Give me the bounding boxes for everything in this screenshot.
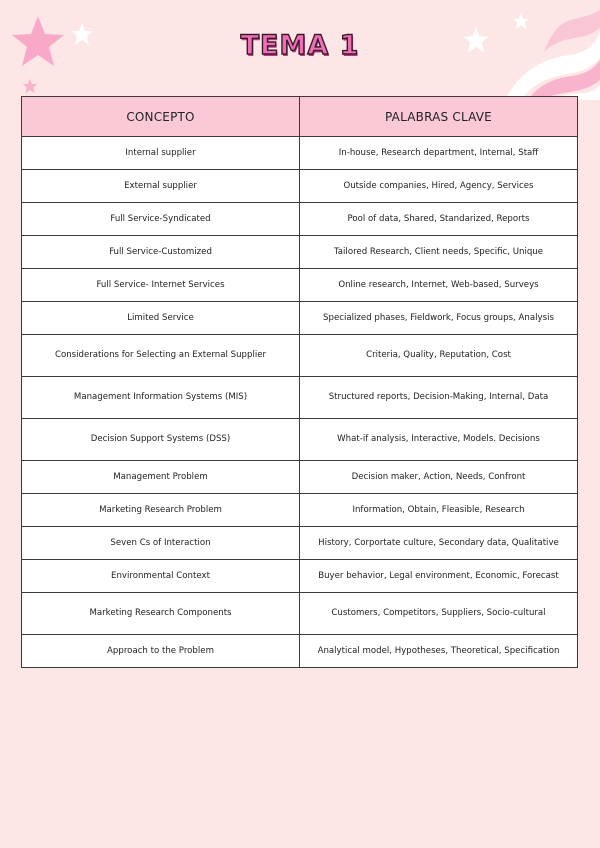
- header-concept: CONCEPTO: [22, 97, 300, 137]
- keywords-cell: Pool of data, Shared, Standarized, Reports: [300, 203, 578, 236]
- concept-cell: Full Service- Internet Services: [22, 269, 300, 302]
- concept-cell: Approach to the Problem: [22, 635, 300, 668]
- keywords-cell: What-if analysis, Interactive, Models. Decisions: [300, 419, 578, 461]
- table-row: [22, 461, 578, 494]
- table-row: [22, 635, 578, 668]
- table-row: [22, 527, 578, 560]
- keywords-cell: Online research, Internet, Web-based, Surveys: [300, 269, 578, 302]
- keywords-cell: In-house, Research department, Internal, Staff: [300, 137, 578, 170]
- concept-cell: Internal supplier: [22, 137, 300, 170]
- keywords-cell: Specialized phases, Fieldwork, Focus groups, Analysis: [300, 302, 578, 335]
- table-row: [22, 494, 578, 527]
- table-row: [22, 335, 578, 377]
- keywords-cell: Analytical model, Hypotheses, Theoretical, Specification: [300, 635, 578, 668]
- table-row: [22, 170, 578, 203]
- keywords-cell: Outside companies, Hired, Agency, Services: [300, 170, 578, 203]
- concept-cell: Full Service-Customized: [22, 236, 300, 269]
- keywords-cell: Customers, Competitors, Suppliers, Socio-cultural: [300, 593, 578, 635]
- table-row: [22, 137, 578, 170]
- concept-cell: Seven Cs of Interaction: [22, 527, 300, 560]
- keywords-cell: Decision maker, Action, Needs, Confront: [300, 461, 578, 494]
- concept-cell: Environmental Context: [22, 560, 300, 593]
- table-row: [22, 269, 578, 302]
- concept-cell: External supplier: [22, 170, 300, 203]
- concept-cell: Decision Support Systems (DSS): [22, 419, 300, 461]
- table-row: [22, 560, 578, 593]
- concept-cell: Full Service-Syndicated: [22, 203, 300, 236]
- table-row: [22, 419, 578, 461]
- keywords-cell: Tailored Research, Client needs, Specific, Unique: [300, 236, 578, 269]
- table-row: [22, 302, 578, 335]
- keywords-cell: Information, Obtain, Fleasible, Research: [300, 494, 578, 527]
- table-row: [22, 203, 578, 236]
- concept-cell: Limited Service: [22, 302, 300, 335]
- keywords-table: [21, 96, 578, 668]
- table-row: [22, 377, 578, 419]
- star-decoration-small: [22, 78, 38, 94]
- keywords-cell: History, Corportate culture, Secondary data, Qualitative: [300, 527, 578, 560]
- table-row: [22, 236, 578, 269]
- keywords-cell: Buyer behavior, Legal environment, Economic, Forecast: [300, 560, 578, 593]
- concept-cell: Management Problem: [22, 461, 300, 494]
- page-title: TEMA 1: [240, 30, 360, 61]
- concept-cell: Marketing Research Problem: [22, 494, 300, 527]
- header-keywords: PALABRAS CLAVE: [300, 97, 578, 137]
- keywords-cell: Criteria, Quality, Reputation, Cost: [300, 335, 578, 377]
- concept-cell: Marketing Research Components: [22, 593, 300, 635]
- concept-cell: Management Information Systems (MIS): [22, 377, 300, 419]
- concept-cell: Considerations for Selecting an External Supplier: [22, 335, 300, 377]
- table-header-row: [22, 97, 578, 137]
- keywords-cell: Structured reports, Decision-Making, Internal, Data: [300, 377, 578, 419]
- table-row: [22, 593, 578, 635]
